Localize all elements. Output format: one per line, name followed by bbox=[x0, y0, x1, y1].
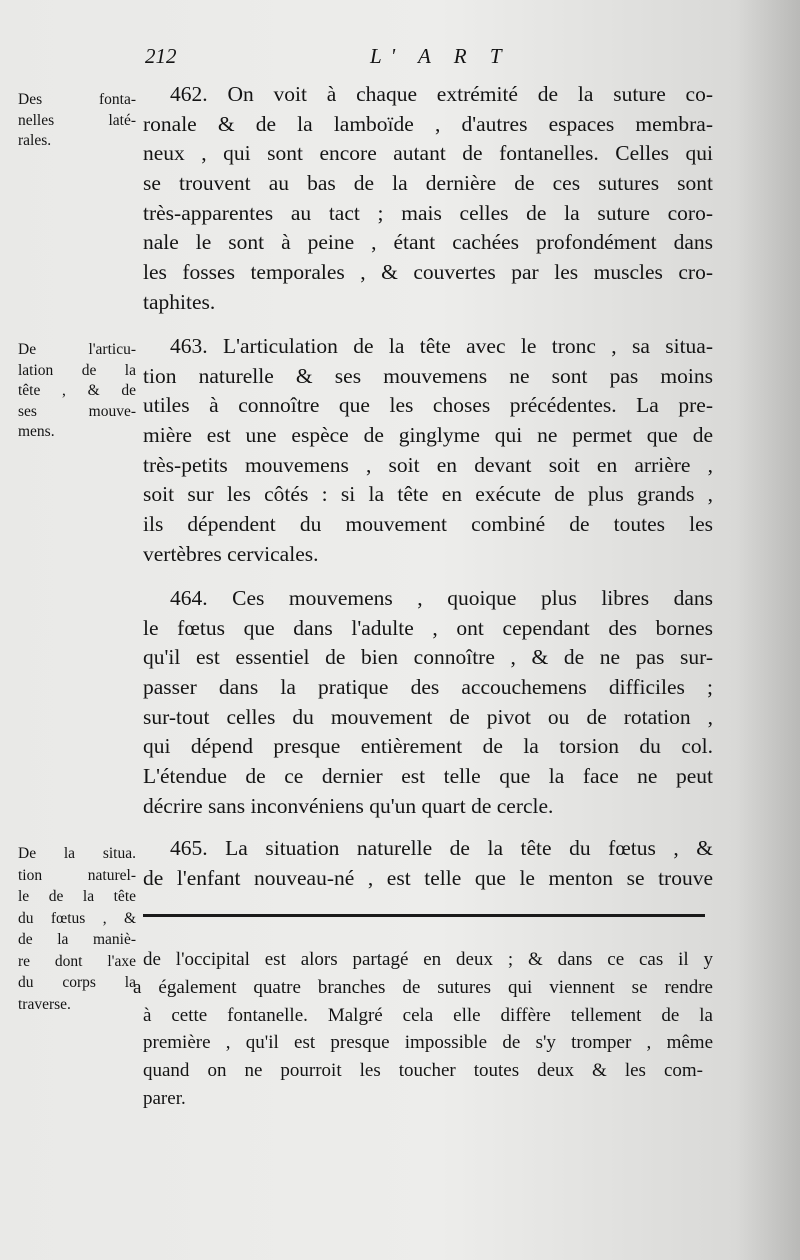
paragraph-line: tion naturelle & ses mouvemens ne sont pas moins bbox=[143, 363, 713, 388]
paragraph-line bbox=[143, 80, 713, 110]
margin-note-articulation bbox=[18, 340, 136, 443]
paragraph-line: qui dépend presque entièrement de la torsion du col. bbox=[143, 734, 713, 759]
paragraph-line bbox=[143, 834, 713, 864]
continuation-line: parer. bbox=[143, 1087, 186, 1109]
margin-note-line: traverse. bbox=[18, 995, 71, 1013]
margin-note-line: du corps la bbox=[18, 974, 136, 991]
page-header bbox=[0, 44, 800, 80]
continuation-line: a également quatre branches de sutures qui viennent se rendre bbox=[133, 976, 713, 998]
paragraph-line: ils dépendent du mouvement combiné de toutes les bbox=[143, 512, 713, 537]
paragraph-line: L'étendue de ce dernier est telle que la face ne peut bbox=[143, 764, 713, 789]
paragraph-line: le fœtus que dans l'adulte , ont cependant des bornes bbox=[143, 615, 713, 640]
margin-note-line: du fœtus , & bbox=[18, 909, 136, 927]
paragraph-line: neux , qui sont encore autant de fontanelles. Celles qui bbox=[143, 141, 713, 166]
paragraph-line: de l'enfant nouveau-né , est telle que le menton se trouve bbox=[143, 865, 713, 890]
footnote-rule bbox=[143, 914, 705, 917]
margin-note-line: nelles laté- bbox=[18, 111, 136, 129]
paragraph-line: soit sur les côtés : si la tête en exécute de plus grands , bbox=[143, 482, 713, 507]
paragraph-number: 463. bbox=[170, 334, 208, 358]
margin-note-line: re dont l'axe bbox=[18, 952, 136, 970]
paragraph-line: très-petits mouvemens , soit en devant soit en arrière , bbox=[143, 452, 713, 477]
paragraph-line: taphites. bbox=[143, 289, 216, 314]
margin-note-line: le de la tête bbox=[18, 888, 136, 905]
paragraph-line: nale le sont à peine , étant cachées profondément dans bbox=[143, 230, 713, 255]
margin-note-line: mens. bbox=[18, 423, 55, 440]
continuation-line: de l'occipital est alors partagé en deux ; & dans ce cas il y bbox=[143, 949, 713, 970]
page-number: 212 bbox=[145, 44, 177, 68]
margin-note-line: tion naturel- bbox=[18, 866, 136, 884]
margin-note-line: rales. bbox=[18, 132, 52, 149]
margin-note-fontanelles bbox=[18, 90, 136, 152]
paragraph-number: 464. bbox=[170, 586, 208, 610]
paragraph-line: très-apparentes au tact ; mais celles de la suture coro- bbox=[143, 200, 713, 225]
paragraph-number: 465. bbox=[170, 836, 208, 860]
paragraph-line: ronale & de la lamboïde , d'autres espaces membra- bbox=[143, 111, 713, 136]
continuation-text bbox=[133, 946, 713, 1113]
margin-note-line: lation de la bbox=[18, 361, 136, 379]
paragraph-line: passer dans la pratique des accouchemens difficiles ; bbox=[143, 675, 713, 700]
margin-note-line: ses mouve- bbox=[18, 402, 136, 420]
paragraph-line: les fosses temporales , & couvertes par les muscles cro- bbox=[143, 260, 713, 285]
paragraph-line: utiles à connoître que les choses précédentes. La pre- bbox=[143, 393, 713, 418]
paragraph-text: On voit à chaque extrémité de la suture co- bbox=[227, 82, 713, 106]
paragraph-line: se trouvent au bas de la dernière de ces sutures sont bbox=[143, 171, 713, 196]
continuation-line: quand on ne pourroit les toucher toutes deux & les com- bbox=[143, 1060, 703, 1082]
paragraph-line bbox=[143, 584, 713, 614]
running-title: L' A R T bbox=[370, 44, 511, 68]
paragraph-464 bbox=[143, 584, 713, 822]
paragraph-text: La situation naturelle de la tête du fœtus , & bbox=[225, 836, 714, 860]
margin-note-line: De la situa. bbox=[18, 845, 136, 862]
margin-note-line: de la maniè- bbox=[18, 931, 136, 948]
paragraph-text: Ces mouvemens , quoique plus libres dans bbox=[232, 586, 714, 610]
paragraph-line: qu'il est essentiel de bien connoître , & de ne pas sur- bbox=[143, 645, 713, 670]
margin-note-line: Des fonta- bbox=[18, 91, 136, 108]
paragraph-462 bbox=[143, 80, 713, 318]
paragraph-text: L'articulation de la tête avec le tronc , sa situa- bbox=[222, 334, 714, 358]
paragraph-463 bbox=[143, 332, 713, 570]
margin-note-line: tête , & de bbox=[18, 382, 136, 399]
paragraph-line bbox=[143, 332, 713, 362]
continuation-line: première , qu'il est presque impossible de s'y tromper , même bbox=[143, 1032, 713, 1054]
paragraph-line: décrire sans inconvéniens qu'un quart de cercle. bbox=[143, 793, 554, 818]
paragraph-line: mière est une espèce de ginglyme qui ne permet que de bbox=[143, 423, 713, 448]
continuation-line: à cette fontanelle. Malgré cela elle diffère tellement de la bbox=[143, 1004, 713, 1026]
paragraph-465 bbox=[143, 834, 713, 893]
paragraph-line: sur-tout celles du mouvement de pivot ou de rotation , bbox=[143, 704, 713, 729]
margin-note-line: De l'articu- bbox=[18, 341, 136, 358]
paragraph-line: vertèbres cervicales. bbox=[143, 541, 319, 566]
paragraph-number: 462. bbox=[170, 82, 208, 106]
margin-note-situation bbox=[18, 843, 136, 1015]
